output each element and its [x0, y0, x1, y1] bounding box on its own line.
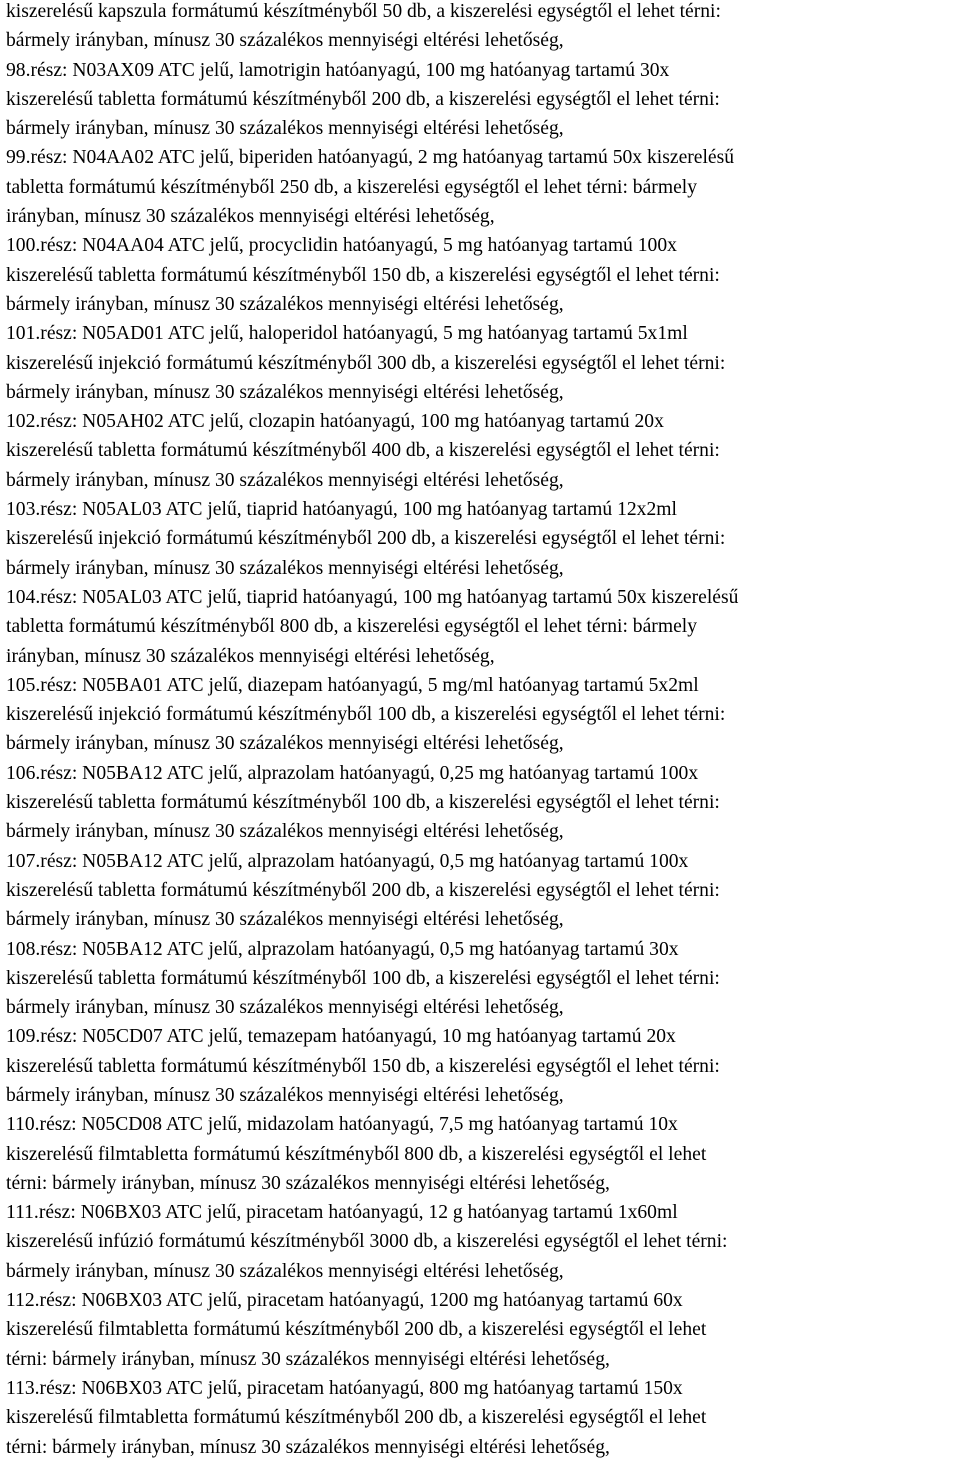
document-line: kiszerelésű injekció formátumú készítményből 200 db, a kiszerelési egységtől el lehet térni: [6, 528, 726, 550]
document-line: 99.rész: N04AA02 ATC jelű, biperiden hatóanyagú, 2 mg hatóanyag tartamú 50x kiszerelésű [6, 147, 735, 169]
document-line: kiszerelésű tabletta formátumú készítményből 150 db, a kiszerelési egységtől el lehet térni: [6, 1055, 720, 1077]
document-line: kiszerelésű tabletta formátumú készítményből 150 db, a kiszerelési egységtől el lehet térni: [6, 264, 720, 286]
document-line: kiszerelésű tabletta formátumú készítményből 100 db, a kiszerelési egységtől el lehet térni: [6, 792, 720, 814]
document-line: 101.rész: N05AD01 ATC jelű, haloperidol hatóanyagú, 5 mg hatóanyag tartamú 5x1ml [6, 323, 688, 345]
document-line: tabletta formátumú készítményből 800 db, a kiszerelési egységtől el lehet térni: bármely [6, 616, 698, 638]
document-line: kiszerelésű tabletta formátumú készítményből 100 db, a kiszerelési egységtől el lehet térni: [6, 967, 720, 989]
document-line: bármely irányban, mínusz 30 százalékos mennyiségi eltérési lehetőség, [6, 733, 564, 755]
document-line: bármely irányban, mínusz 30 százalékos mennyiségi eltérési lehetőség, [6, 557, 564, 579]
document-line: 110.rész: N05CD08 ATC jelű, midazolam hatóanyagú, 7,5 mg hatóanyag tartamú 10x [6, 1114, 678, 1136]
document-line: bármely irányban, mínusz 30 százalékos mennyiségi eltérési lehetőség, [6, 1084, 564, 1106]
document-line: 103.rész: N05AL03 ATC jelű, tiaprid hatóanyagú, 100 mg hatóanyag tartamú 12x2ml [6, 499, 677, 521]
document-line: kiszerelésű infúzió formátumú készítményből 3000 db, a kiszerelési egységtől el lehet térni: [6, 1231, 728, 1253]
document-line: bármely irányban, mínusz 30 százalékos mennyiségi eltérési lehetőség, [6, 293, 564, 315]
document-line: kiszerelésű injekció formátumú készítményből 300 db, a kiszerelési egységtől el lehet térni: [6, 352, 726, 374]
document-line: 102.rész: N05AH02 ATC jelű, clozapin hatóanyagú, 100 mg hatóanyag tartamú 20x [6, 411, 664, 433]
document-line: 106.rész: N05BA12 ATC jelű, alprazolam hatóanyagú, 0,25 mg hatóanyag tartamú 100x [6, 762, 699, 784]
document-line: bármely irányban, mínusz 30 százalékos mennyiségi eltérési lehetőség, [6, 1260, 564, 1282]
document-line: kiszerelésű tabletta formátumú készítményből 200 db, a kiszerelési egységtől el lehet térni: [6, 879, 720, 901]
document-line: 111.rész: N06BX03 ATC jelű, piracetam hatóanyagú, 12 g hatóanyag tartamú 1x60ml [6, 1202, 678, 1224]
document-line: bármely irányban, mínusz 30 százalékos mennyiségi eltérési lehetőség, [6, 381, 564, 403]
document-line: kiszerelésű tabletta formátumú készítményből 200 db, a kiszerelési egységtől el lehet térni: [6, 88, 720, 110]
document-line: irányban, mínusz 30 százalékos mennyiségi eltérési lehetőség, [6, 206, 495, 228]
document-line: 98.rész: N03AX09 ATC jelű, lamotrigin hatóanyagú, 100 mg hatóanyag tartamú 30x [6, 59, 670, 81]
document-line: 100.rész: N04AA04 ATC jelű, procyclidin hatóanyagú, 5 mg hatóanyag tartamú 100x [6, 235, 677, 257]
document-line: térni: bármely irányban, mínusz 30 százalékos mennyiségi eltérési lehetőség, [6, 1436, 610, 1458]
document-line: 104.rész: N05AL03 ATC jelű, tiaprid hatóanyagú, 100 mg hatóanyag tartamú 50x kiszerelésű [6, 586, 739, 608]
document-line: térni: bármely irányban, mínusz 30 százalékos mennyiségi eltérési lehetőség, [6, 1172, 610, 1194]
document-line: 113.rész: N06BX03 ATC jelű, piracetam hatóanyagú, 800 mg hatóanyag tartamú 150x [6, 1377, 683, 1399]
document-line: kiszerelésű tabletta formátumú készítményből 400 db, a kiszerelési egységtől el lehet térni: [6, 440, 720, 462]
document-line: bármely irányban, mínusz 30 százalékos mennyiségi eltérési lehetőség, [6, 821, 564, 843]
document-line: kiszerelésű filmtabletta formátumú készítményből 800 db, a kiszerelési egységtől el lehet [6, 1143, 707, 1165]
document-line: bármely irányban, mínusz 30 százalékos mennyiségi eltérési lehetőség, [6, 118, 564, 140]
document-line: kiszerelésű kapszula formátumú készítményből 50 db, a kiszerelési egységtől el lehet térni: [6, 1, 721, 22]
document-line: 105.rész: N05BA01 ATC jelű, diazepam hatóanyagú, 5 mg/ml hatóanyag tartamú 5x2ml [6, 674, 699, 696]
document-line: kiszerelésű filmtabletta formátumú készítményből 200 db, a kiszerelési egységtől el lehet [6, 1407, 707, 1429]
document-line: kiszerelésű filmtabletta formátumú készítményből 200 db, a kiszerelési egységtől el lehet [6, 1319, 707, 1341]
document-line: bármely irányban, mínusz 30 százalékos mennyiségi eltérési lehetőség, [6, 469, 564, 491]
document-line: tabletta formátumú készítményből 250 db, a kiszerelési egységtől el lehet térni: bármely [6, 176, 698, 198]
document-line: térni: bármely irányban, mínusz 30 százalékos mennyiségi eltérési lehetőség, [6, 1348, 610, 1370]
document-line: 108.rész: N05BA12 ATC jelű, alprazolam hatóanyagú, 0,5 mg hatóanyag tartamú 30x [6, 938, 679, 960]
document-line: kiszerelésű injekció formátumú készítményből 100 db, a kiszerelési egységtől el lehet térni: [6, 704, 726, 726]
document-line: irányban, mínusz 30 százalékos mennyiségi eltérési lehetőség, [6, 645, 495, 667]
document-page [6, 0, 956, 1462]
document-line: bármely irányban, mínusz 30 százalékos mennyiségi eltérési lehetőség, [6, 997, 564, 1019]
document-line: 107.rész: N05BA12 ATC jelű, alprazolam hatóanyagú, 0,5 mg hatóanyag tartamú 100x [6, 850, 689, 872]
document-line: bármely irányban, mínusz 30 százalékos mennyiségi eltérési lehetőség, [6, 909, 564, 931]
document-line: bármely irányban, mínusz 30 százalékos mennyiségi eltérési lehetőség, [6, 30, 564, 52]
document-line: 109.rész: N05CD07 ATC jelű, temazepam hatóanyagú, 10 mg hatóanyag tartamú 20x [6, 1026, 676, 1048]
document-line: 112.rész: N06BX03 ATC jelű, piracetam hatóanyagú, 1200 mg hatóanyag tartamú 60x [6, 1290, 683, 1312]
